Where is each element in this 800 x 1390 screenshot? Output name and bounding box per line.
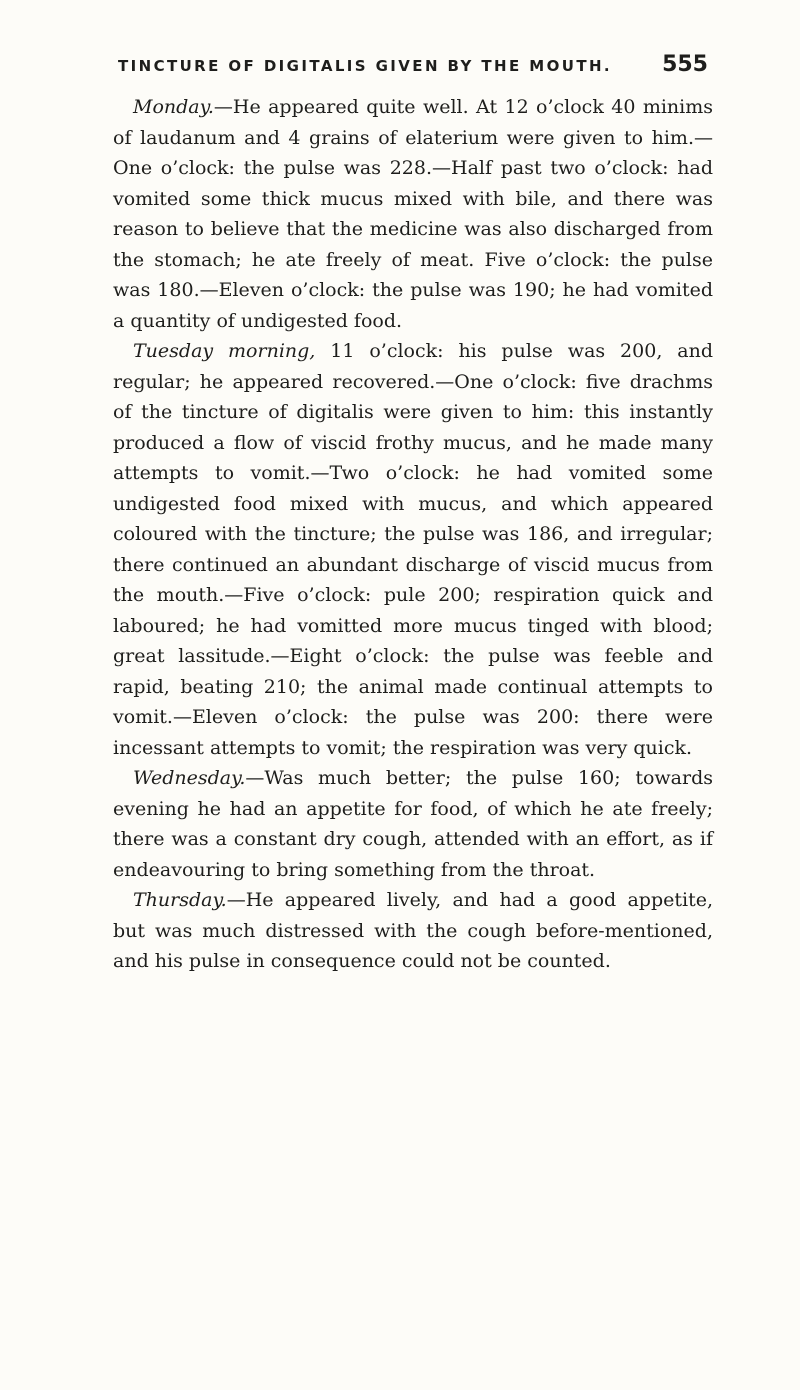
- day-heading: Wednesday.: [133, 767, 246, 789]
- entry-text: —He appeared quite well. At 12 o’clock 40 minims of laudanum and 4 grains of elaterium were given to him.—One o’clock: the pulse was 228.—Half past two o’clock: had vomited some thick mucus mixed with bile, and there was reason to believe that the medicine was also discharged from the stomach; he ate freely of meat. Five o’clock: the pulse was 180.—Eleven o’clock: the pulse was 190; he had vomited a quantity of undigested food.: [113, 96, 713, 332]
- entry-text: 11 o’clock: his pulse was 200, and regular; he appeared recovered.—One o’clock: five drachms of the tincture of digitalis were given to him: this instantly produced a flow of viscid frothy mucus, and he made many attempts to vomit.—Two o’clock: he had vomited some undigested food mixed with mucus, and which appeared coloured with the tincture; the pulse was 186, and irregular; there continued an abundant discharge of viscid mucus from the mouth.—Five o’clock: pule 200; respiration quick and laboured; he had vomitted more mucus tinged with blood; great lassitude.—Eight o’clock: the pulse was feeble and rapid, beating 210; the animal made continual attempts to vomit.—Eleven o’clock: the pulse was 200: there were incessant attempts to vomit; the respiration was very quick.: [113, 340, 713, 759]
- body-text: [113, 92, 713, 977]
- running-title: TINCTURE OF DIGITALIS GIVEN BY THE MOUTH.: [118, 57, 613, 75]
- entry-text: —He appeared lively, and had a good appetite, but was much distressed with the cough before-mentioned, and his pulse in consequence could not be counted.: [113, 889, 713, 972]
- entry-tuesday: [113, 336, 713, 763]
- day-heading: Thursday.: [133, 889, 227, 911]
- entry-wednesday: [113, 763, 713, 885]
- day-heading: Tuesday morning,: [133, 340, 316, 362]
- running-head: [118, 52, 708, 77]
- day-heading: Monday.: [133, 96, 214, 118]
- entry-text: —Was much better; the pulse 160; towards evening he had an appetite for food, of which he ate freely; there was a constant dry cough, attended with an effort, as if endeavouring to bring something from the throat.: [113, 767, 713, 881]
- entry-thursday: [113, 885, 713, 977]
- entry-monday: [113, 92, 713, 336]
- page-number: 555: [662, 52, 708, 77]
